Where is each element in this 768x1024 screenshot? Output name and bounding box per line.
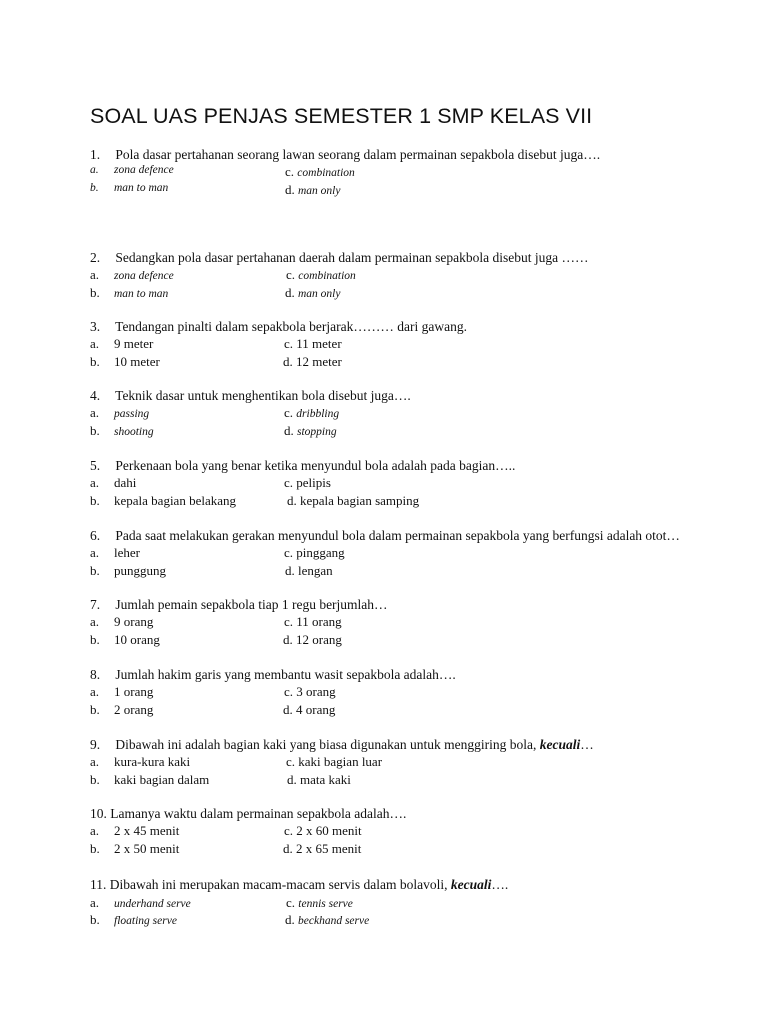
option-d: d. 2 x 65 menit <box>283 841 362 856</box>
option-a: a. 2 x 45 menit <box>90 823 180 838</box>
option-d: d. man only <box>285 182 341 197</box>
option-c: c. pelipis <box>284 475 331 490</box>
question-number: 8. <box>90 667 101 682</box>
question-number: 11. <box>90 877 107 892</box>
question-number: 9. <box>90 737 101 752</box>
keyword-emphasis: kecuali <box>450 877 492 892</box>
question-text: 3. Tendangan pinalti dalam sepakbola berjarak……… dari gawang. <box>90 319 467 334</box>
option-a: a. kura-kura kaki <box>90 754 191 769</box>
option-c: c. 11 meter <box>284 336 342 351</box>
option-b: b. 2 x 50 menit <box>90 841 180 856</box>
option-b: b. 10 meter <box>90 354 160 369</box>
option-a: a. 9 orang <box>90 614 154 629</box>
question-number: 1. <box>90 147 101 162</box>
option-c: c. 11 orang <box>284 614 342 629</box>
option-d: d. man only <box>285 285 341 300</box>
keyword-emphasis: kecuali <box>539 737 581 752</box>
question-text: 1. Pola dasar pertahanan seorang lawan seorang dalam permainan sepakbola disebut juga…. <box>90 147 601 162</box>
option-d: d. mata kaki <box>287 772 351 787</box>
question-number: 7. <box>90 597 101 612</box>
question-text: 8. Jumlah hakim garis yang membantu wasit sepakbola adalah…. <box>90 667 456 682</box>
option-c: c. pinggang <box>284 545 345 560</box>
option-a: a. zona defence <box>90 164 174 176</box>
option-c: c. combination <box>285 164 355 179</box>
question-text: 5. Perkenaan bola yang benar ketika menyundul bola adalah pada bagian….. <box>90 458 516 473</box>
option-b: b. man to man <box>90 182 169 194</box>
question-text: 9. Dibawah ini adalah bagian kaki yang biasa digunakan untuk menggiring bola, kecuali… <box>90 737 594 752</box>
option-d: d. kepala bagian samping <box>287 493 420 508</box>
option-b: b. 10 orang <box>90 632 160 647</box>
option-b: b. kaki bagian dalam <box>90 772 210 787</box>
question-text: 6. Pada saat melakukan gerakan menyundul bola dalam permainan sepakbola yang berfungsi adalah otot… <box>90 528 680 543</box>
option-d: d. 12 meter <box>283 354 342 369</box>
option-d: d. 12 orang <box>283 632 342 647</box>
question-number: 4. <box>90 388 101 403</box>
option-d: d. lengan <box>285 563 333 578</box>
option-a: a. passing <box>90 405 150 420</box>
option-d: d. beckhand serve <box>285 912 370 927</box>
option-c: c. tennis serve <box>286 895 353 910</box>
option-c: c. dribbling <box>284 405 340 420</box>
question-text: 4. Teknik dasar untuk menghentikan bola disebut juga…. <box>90 388 411 403</box>
question-number: 3. <box>90 319 101 334</box>
option-a: a. 9 meter <box>90 336 154 351</box>
option-d: d. 4 orang <box>283 702 336 717</box>
option-c: c. 3 orang <box>284 684 336 699</box>
question-text: 11. Dibawah ini merupakan macam-macam servis dalam bolavoli, kecuali…. <box>90 877 509 892</box>
option-b: b. shooting <box>90 423 154 438</box>
option-a: a. dahi <box>90 475 137 490</box>
document-title: SOAL UAS PENJAS SEMESTER 1 SMP KELAS VII <box>90 104 593 128</box>
question-text: 2. Sedangkan pola dasar pertahanan daerah dalam permainan sepakbola disebut juga …… <box>90 250 589 265</box>
question-number: 6. <box>90 528 101 543</box>
option-a: a. 1 orang <box>90 684 154 699</box>
question-number: 10. <box>90 806 107 821</box>
option-d: d. stopping <box>284 423 337 438</box>
option-a: a. zona defence <box>90 267 174 282</box>
question-text: 7. Jumlah pemain sepakbola tiap 1 regu berjumlah… <box>90 597 388 612</box>
option-b: b. 2 orang <box>90 702 154 717</box>
option-a: a. underhand serve <box>90 895 191 910</box>
option-b: b. floating serve <box>90 912 177 927</box>
question-number: 2. <box>90 250 101 265</box>
option-c: c. combination <box>286 267 356 282</box>
option-a: a. leher <box>90 545 140 560</box>
question-number: 5. <box>90 458 101 473</box>
question-text: 10. Lamanya waktu dalam permainan sepakbola adalah…. <box>90 806 407 821</box>
option-c: c. kaki bagian luar <box>286 754 383 769</box>
option-b: b. punggung <box>90 563 166 578</box>
option-b: b. man to man <box>90 285 169 300</box>
option-c: c. 2 x 60 menit <box>284 823 362 838</box>
option-b: b. kepala bagian belakang <box>90 493 236 508</box>
